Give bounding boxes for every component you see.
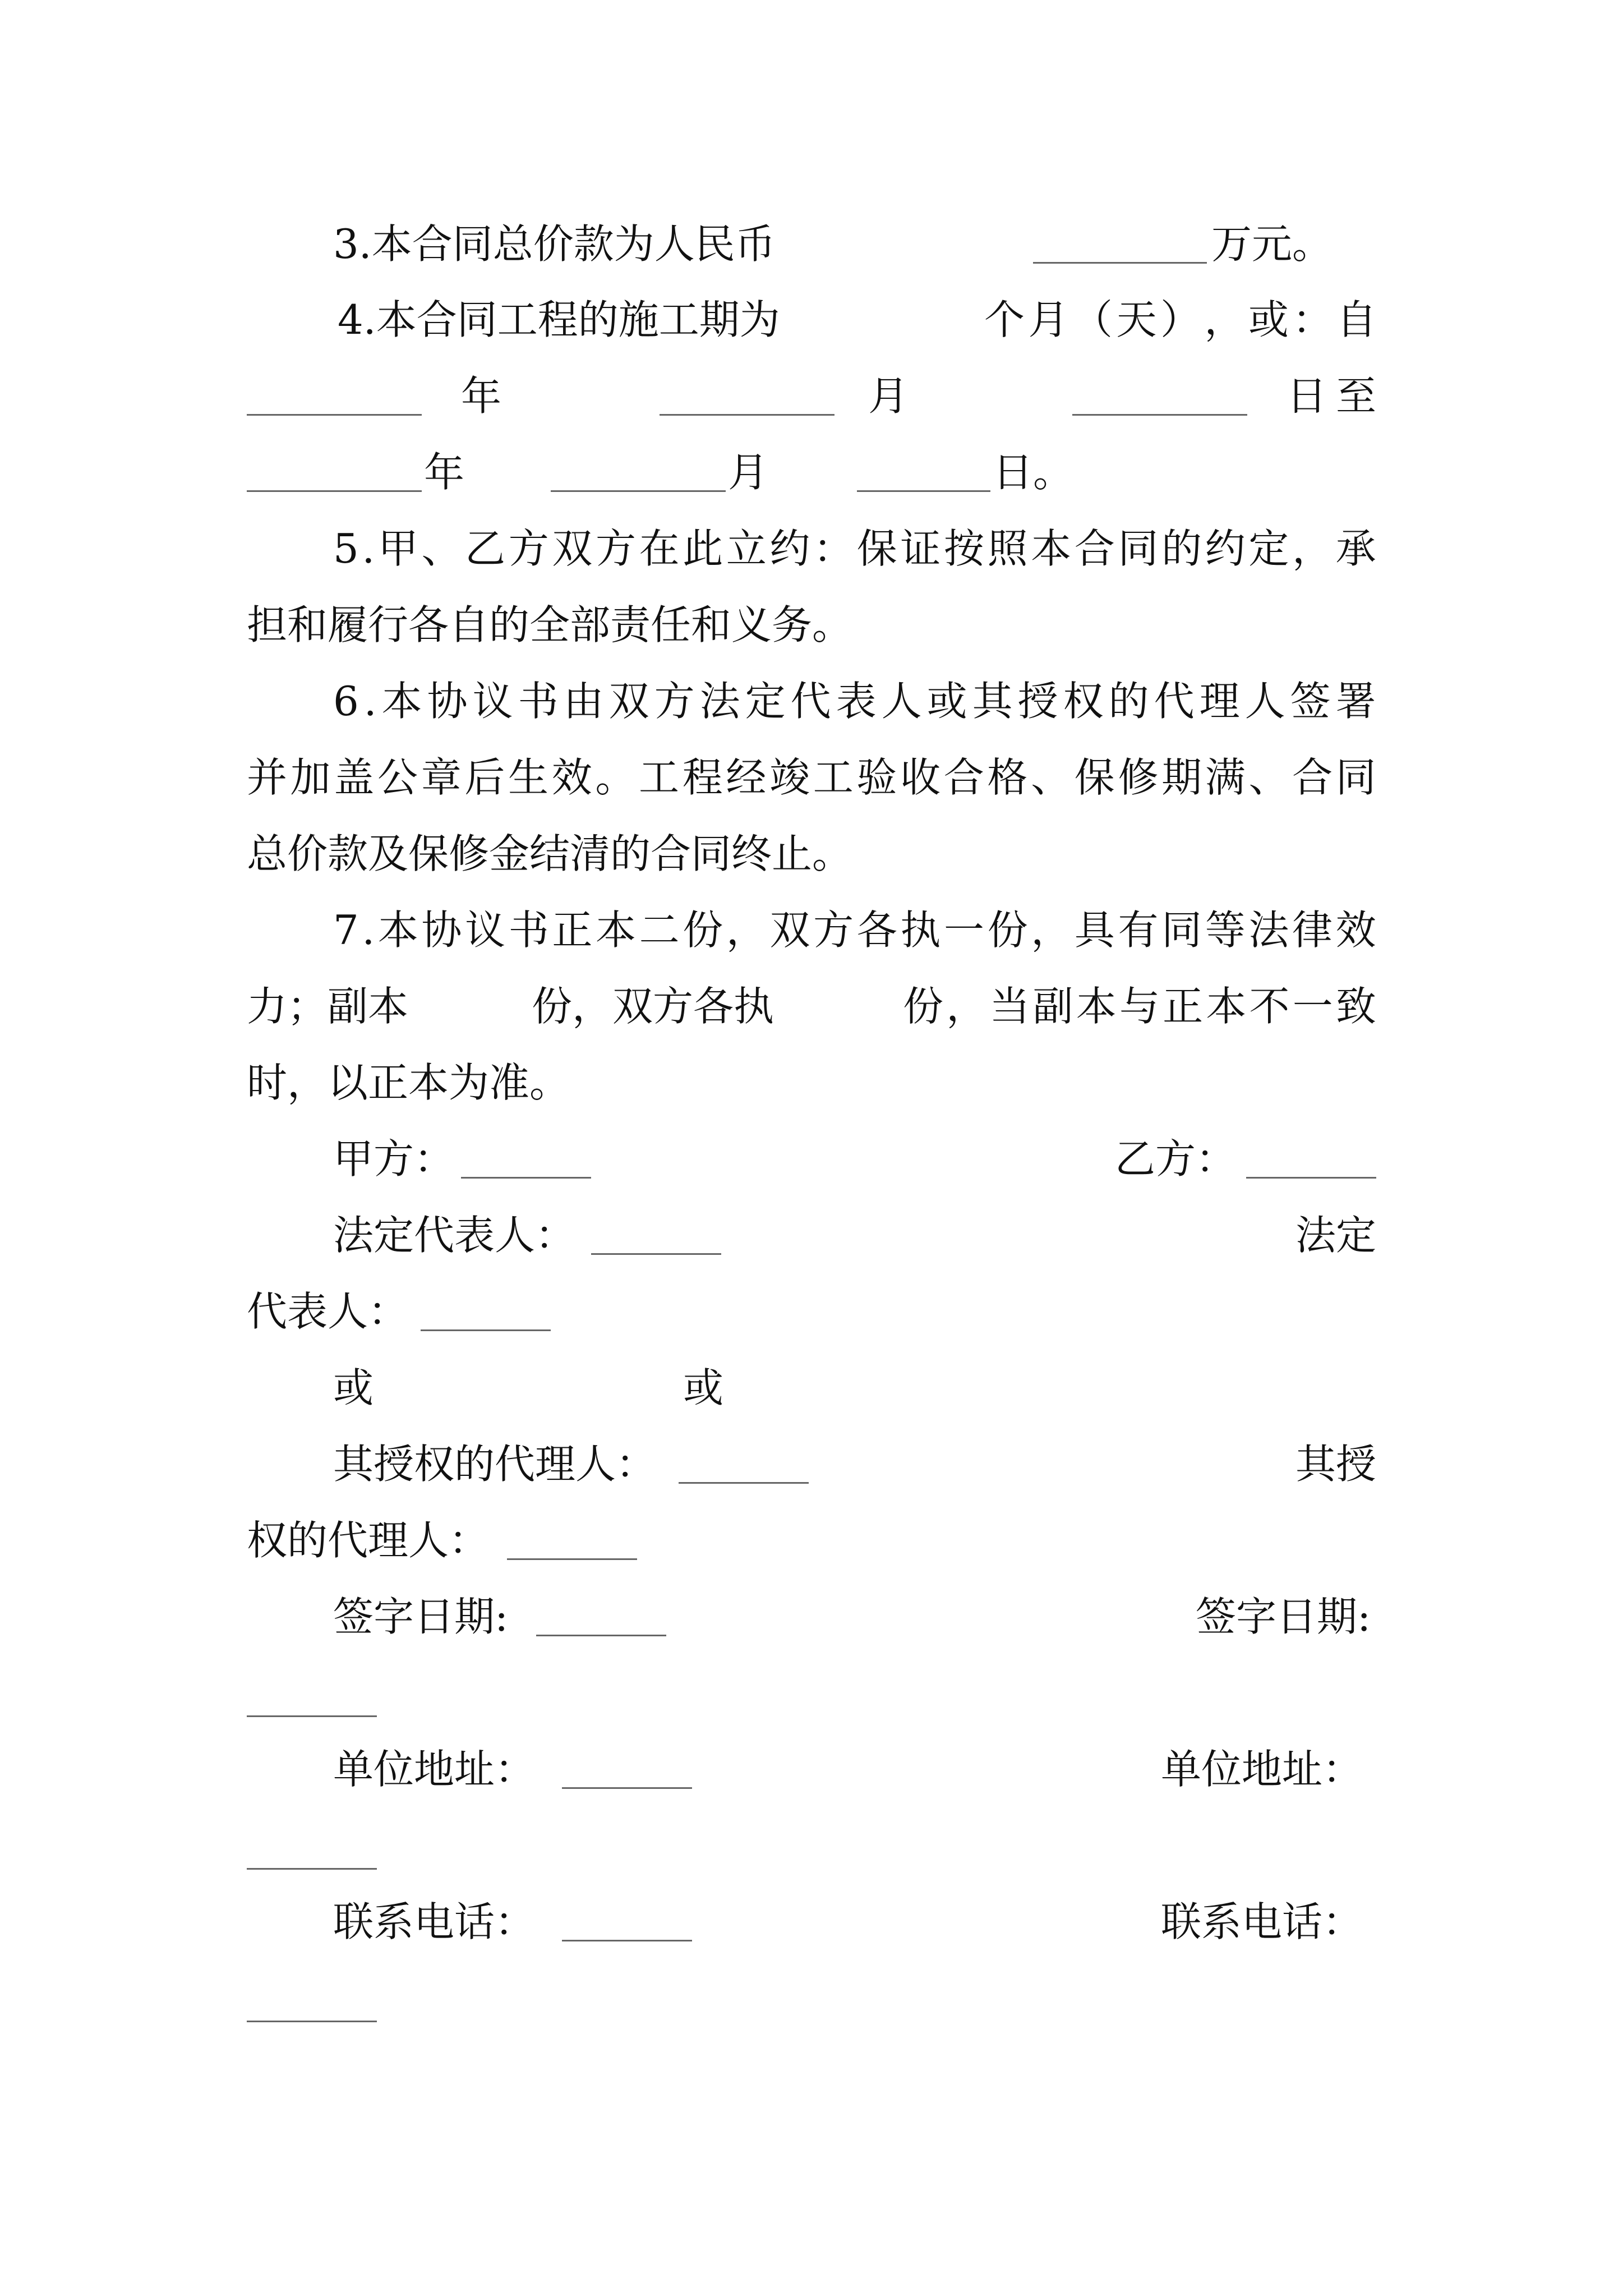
phone-a-blank bbox=[562, 1940, 692, 1941]
agent-b-blank bbox=[507, 1558, 637, 1560]
clause-7-line-3 bbox=[0, 1055, 1623, 1111]
clause-7-text-2b: 份，双方各执 bbox=[532, 983, 774, 1030]
address-a-blank bbox=[562, 1787, 692, 1789]
legal-rep-b-label-part2: 代表人： bbox=[247, 1288, 409, 1335]
phone-b-label: 联系电话： bbox=[1161, 1898, 1363, 1945]
phone-line bbox=[0, 1894, 1623, 1950]
agent-b-line bbox=[0, 1512, 1623, 1568]
or-a: 或 bbox=[333, 1364, 374, 1411]
sign-date-b-label: 签字日期: bbox=[1196, 1593, 1371, 1640]
phone-a-label: 联系电话： bbox=[333, 1898, 536, 1945]
or-line bbox=[0, 1360, 1623, 1416]
clause-5-line-1 bbox=[0, 521, 1623, 577]
clause-4-line bbox=[0, 292, 1623, 348]
start-date-line bbox=[0, 368, 1623, 424]
sign-date-a-blank bbox=[536, 1635, 666, 1636]
legal-rep-b-line bbox=[0, 1283, 1623, 1340]
party-line bbox=[0, 1131, 1623, 1187]
legal-rep-b-label-part1: 法定 bbox=[1295, 1212, 1377, 1259]
end-day-label: 日。 bbox=[993, 449, 1074, 496]
agent-a-label: 其授权的代理人： bbox=[333, 1441, 657, 1488]
clause-6-line-3 bbox=[0, 826, 1623, 882]
clause-3-text: 3.本合同总价款为人民币 bbox=[333, 220, 776, 268]
total-price-blank bbox=[1033, 262, 1207, 264]
clause-6-text-1: 6 . 本 协 议 书 由 双 方 法 定 代 表 人 或 其 授 权 的 代 理 人 签 署 bbox=[333, 678, 1376, 725]
start-year-blank bbox=[247, 414, 422, 416]
end-year-blank bbox=[247, 490, 422, 492]
clause-6-line-2 bbox=[0, 749, 1623, 806]
party-b-blank bbox=[1246, 1177, 1376, 1179]
start-month-blank bbox=[660, 414, 834, 416]
sign-date-a-label: 签字日期: bbox=[333, 1593, 509, 1640]
end-month-label: 月 bbox=[728, 449, 769, 496]
start-day-blank bbox=[1072, 414, 1247, 416]
agent-b-label-part2: 权的代理人： bbox=[247, 1517, 490, 1564]
start-year-label: 年 bbox=[461, 372, 502, 420]
clause-7-text-1: 7 . 本 协 议 书 正 本 二 份 ， 双 方 各 执 一 份 ， 具 有 同 等 法 律 效 bbox=[333, 907, 1376, 954]
end-date-line bbox=[0, 444, 1623, 500]
clause-7-line-1 bbox=[0, 902, 1623, 958]
clause-7-line-2 bbox=[0, 978, 1623, 1034]
or-b: 或 bbox=[683, 1364, 724, 1411]
party-a-blank bbox=[461, 1177, 591, 1179]
agent-a-blank bbox=[679, 1482, 809, 1484]
clause-7-text-3: 时，以正本为准。 bbox=[247, 1059, 570, 1106]
legal-rep-a-blank bbox=[591, 1253, 721, 1255]
clause-3-line bbox=[0, 216, 1623, 272]
address-b-blank bbox=[247, 1868, 377, 1870]
clause-4-period-text: 个 月 （ 天 ） ， 或 ： 自 bbox=[984, 296, 1377, 343]
clause-6-text-3: 总价款及保修金结清的合同终止。 bbox=[247, 830, 853, 877]
end-day-blank bbox=[857, 490, 990, 492]
address-a-label: 单位地址： bbox=[333, 1746, 536, 1793]
party-a-label: 甲方： bbox=[333, 1135, 455, 1182]
sign-date-line bbox=[0, 1589, 1623, 1645]
clause-6-text-2: 并 加 盖 公 章 后 生 效 。 工 程 经 竣 工 验 收 合 格 、 保 修 期 满 、 合 同 bbox=[247, 754, 1376, 801]
sign-date-b-blank bbox=[247, 1715, 377, 1717]
clause-7-text-2a: 力；副本 bbox=[247, 983, 409, 1030]
clause-5-line-2 bbox=[0, 597, 1623, 653]
legal-rep-a-label: 法定代表人： bbox=[333, 1212, 576, 1259]
address-b-label: 单位地址： bbox=[1161, 1746, 1363, 1793]
agent-line bbox=[0, 1436, 1623, 1492]
end-year-label: 年 bbox=[424, 449, 465, 496]
clause-7-text-2c: 份 ， 当 副 本 与 正 本 不 一 致 bbox=[903, 983, 1376, 1030]
clause-5-text-1: 5 . 甲 、 乙 方 双 方 在 此 立 约 ： 保 证 按 照 本 合 同 的 约 定 ， 承 bbox=[333, 525, 1376, 572]
clause-5-text-2: 担和履行各自的全部责任和义务。 bbox=[247, 601, 853, 648]
clause-3-unit: 万元。 bbox=[1211, 220, 1333, 268]
address-line bbox=[0, 1741, 1623, 1797]
phone-b-blank bbox=[247, 2021, 377, 2022]
clause-6-line-1 bbox=[0, 673, 1623, 729]
start-day-label: 日 至 bbox=[1287, 372, 1376, 420]
legal-rep-b-blank bbox=[421, 1329, 551, 1331]
end-month-blank bbox=[551, 490, 726, 492]
legal-rep-line bbox=[0, 1207, 1623, 1263]
start-month-label: 月 bbox=[868, 372, 909, 420]
clause-4-text: 4.本合同工程的施工期为 bbox=[338, 296, 780, 343]
agent-b-label-part1: 其授 bbox=[1295, 1441, 1377, 1488]
party-b-label: 乙方： bbox=[1115, 1135, 1237, 1182]
